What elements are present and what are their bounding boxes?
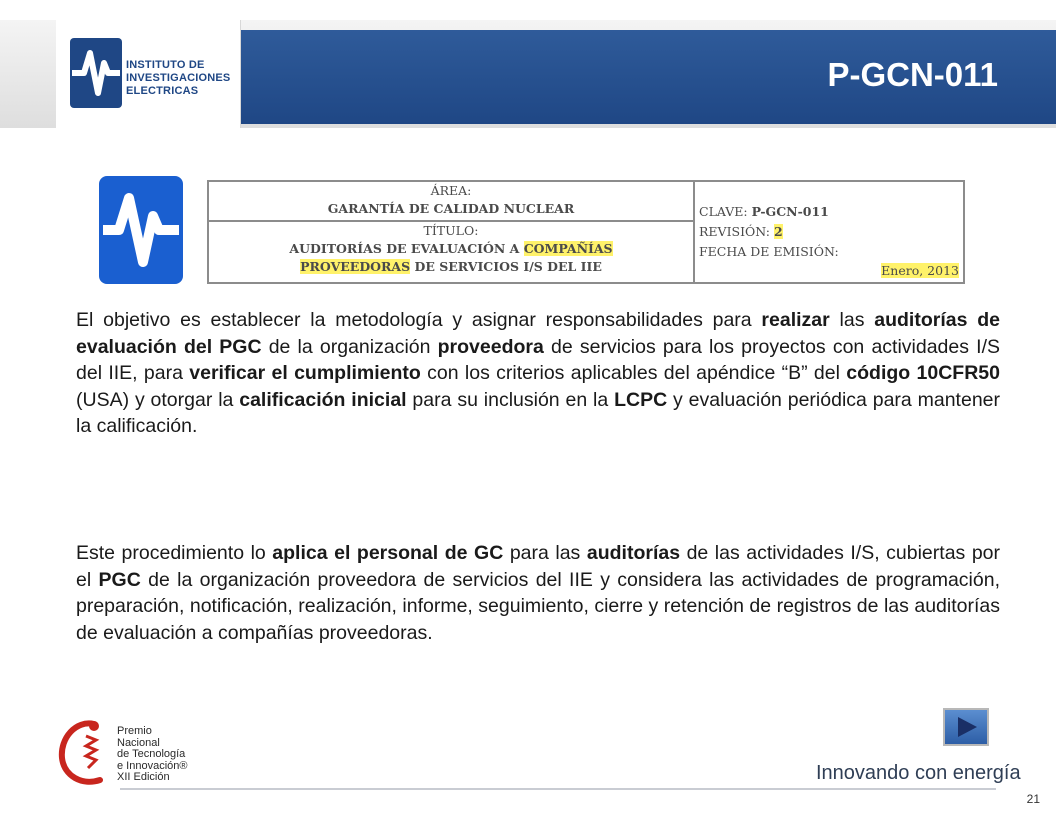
clave-row (699, 204, 829, 219)
paragraph-segment: Este procedimiento lo (76, 542, 273, 564)
paragraph-segment: de la organización (261, 335, 438, 358)
paragraph-segment-bold: auditorías (586, 542, 681, 564)
paragraph-segment: de servicios para los proyectos con actividades I/S del IIE, para (76, 335, 1000, 384)
objective-paragraph (76, 307, 1000, 440)
next-slide-button[interactable] (943, 708, 989, 746)
play-arrow-icon (956, 716, 978, 738)
title-line-2 (209, 258, 693, 276)
revision-value: 2 (773, 224, 783, 239)
document-header-table (207, 180, 965, 284)
paragraph-segment: con los criterios aplicables del apéndice “B” del (420, 362, 847, 384)
footer-divider (120, 788, 996, 790)
org-name-line: INVESTIGACIONES (126, 72, 231, 84)
paragraph-segment: de la organización proveedora de servicios del IIE y considera las actividades de programación, preparación, notificación, realización, informe, seguimiento, cierre y retención de registros de las auditorías de evaluación a compañías proveedoras. (76, 568, 1000, 644)
award-line: Premio (117, 725, 152, 737)
org-name-line: ELECTRICAS (126, 85, 199, 97)
paragraph-segment: para las (503, 542, 587, 564)
iie-logo (56, 20, 241, 128)
area-label: ÁREA: (430, 183, 472, 198)
paragraph-segment: El objetivo es establecer la metodología y asignar responsabilidades para (76, 309, 762, 331)
document-code: P-GCN-011 (827, 56, 998, 93)
title-text-highlighted: PROVEEDORAS (300, 259, 411, 274)
paragraph-segment-bold: realizar (761, 309, 830, 331)
fecha-label: FECHA DE EMISIÓN: (699, 244, 839, 259)
paragraph-segment-bold: código 10CFR50 (846, 362, 1000, 384)
paragraph-segment-bold: calificación inicial (239, 388, 407, 411)
paragraph-segment-bold: PGC (98, 568, 141, 591)
area-value: GARANTÍA DE CALIDAD NUCLEAR (327, 201, 575, 216)
award-logo-icon (56, 716, 116, 788)
revision-row (699, 224, 783, 239)
award-line: e Innovación® (117, 759, 188, 772)
org-name (126, 59, 238, 98)
clave-value: P-GCN-011 (751, 204, 829, 219)
paragraph-segment-bold: proveedora (437, 335, 544, 358)
slogan: Innovando con energía (816, 762, 1021, 784)
revision-label: REVISIÓN: (699, 224, 770, 239)
title-label: TÍTULO: (423, 223, 479, 238)
title-text: DE SERVICIOS I/S DEL IIE (410, 259, 602, 274)
paragraph-segment-bold: LCPC (614, 388, 668, 411)
clave-label: CLAVE: (699, 204, 748, 219)
title-text: AUDITORÍAS DE EVALUACIÓN A (289, 241, 524, 256)
form-left-column (209, 182, 695, 282)
paragraph-segment: y evaluación periódica para mantener la calificación. (76, 388, 1000, 437)
page-number: 21 (1026, 792, 1040, 806)
paragraph-segment: (USA) y otorgar la (76, 388, 240, 411)
scope-paragraph (76, 540, 1000, 646)
paragraph-segment: las (829, 309, 875, 331)
award-text (117, 726, 188, 784)
title-text-highlighted: COMPAÑÍAS (523, 241, 613, 256)
area-cell (209, 182, 693, 222)
award-line: XII Edición (117, 771, 170, 783)
org-name-line: INSTITUTO DE (126, 59, 205, 71)
fecha-value: Enero, 2013 (881, 263, 959, 278)
paragraph-segment-bold: aplica el personal de GC (272, 542, 504, 564)
paragraph-segment-bold: auditorías de evaluación del PGC (76, 309, 1000, 358)
title-line-1 (209, 240, 693, 258)
award-line: Nacional (117, 736, 160, 749)
title-cell (209, 222, 693, 282)
award-line: de Tecnología (117, 748, 186, 760)
paragraph-segment: de las actividades I/S, cubiertas por el (76, 542, 1001, 591)
iie-logo-mark-icon (70, 38, 122, 108)
form-right-column (699, 182, 963, 282)
paragraph-segment: para su inclusión en la (406, 388, 615, 411)
paragraph-segment-bold: verificar el cumplimiento (189, 362, 421, 384)
form-logo-icon (99, 176, 183, 284)
